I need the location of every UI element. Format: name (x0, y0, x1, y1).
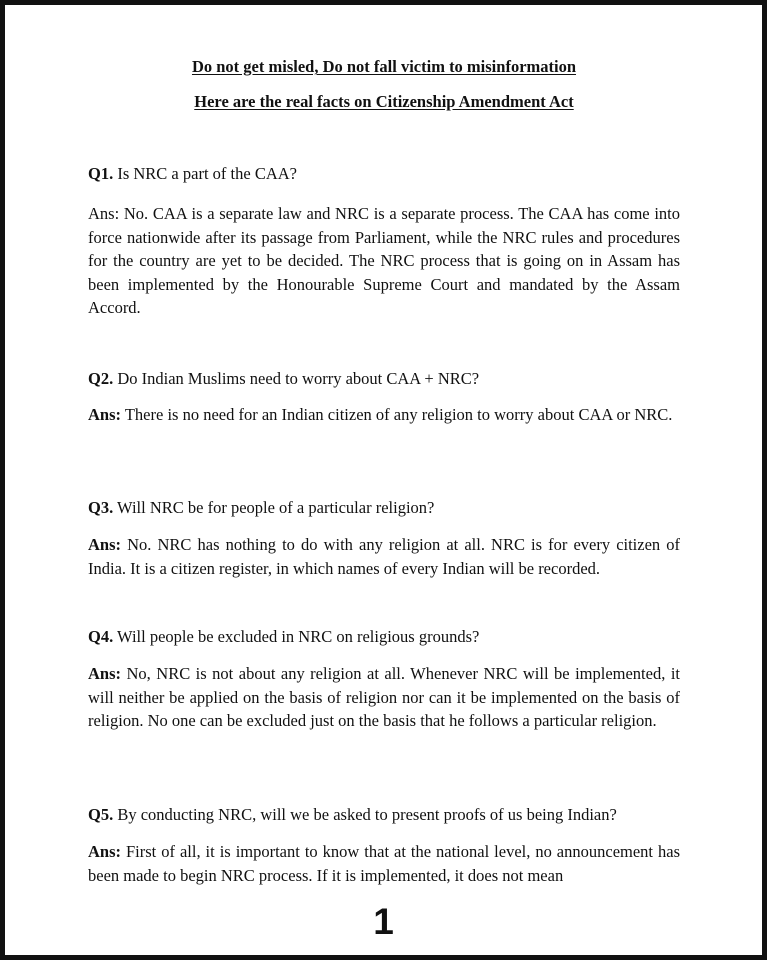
answer-1 (88, 202, 680, 320)
page-number: 1 (373, 901, 394, 942)
answer-3 (88, 533, 680, 580)
answer-2 (88, 403, 680, 427)
heading-real-facts: Here are the real facts on Citizenship Amendment Act (194, 92, 574, 111)
question-5-label: Q5. (88, 805, 114, 824)
answer-2-label: Ans: (88, 405, 122, 424)
question-3 (88, 498, 680, 518)
answer-1-text: No. CAA is a separate law and NRC is a separate process. The CAA has come into force nationwide after its passage from Parliament, while the NRC rules and procedures for the country are yet to be decided. The NRC process that is going on in Assam has been implemented by the Honourable Supreme Court and mandated by the Assam Accord. (88, 204, 680, 317)
answer-1-label: Ans: (88, 204, 120, 223)
answer-4-text: No, NRC is not about any religion at all. Whenever NRC will be implemented, it will neither be applied on the basis of religion nor can it be implemented on the basis of religion. No one can be excluded just on the basis that he follows a particular religion. (88, 664, 680, 730)
answer-5 (88, 840, 680, 887)
question-1-label: Q1. (88, 164, 114, 183)
question-1-text: Is NRC a part of the CAA? (113, 164, 297, 183)
answer-5-label: Ans: (88, 842, 122, 861)
question-3-label: Q3. (88, 498, 114, 517)
answer-2-text: There is no need for an Indian citizen of any religion to worry about CAA or NRC. (121, 405, 673, 424)
question-4-label: Q4. (88, 627, 114, 646)
question-5-text: By conducting NRC, will we be asked to present proofs of us being Indian? (113, 805, 617, 824)
question-2 (88, 369, 680, 389)
question-4-text: Will people be excluded in NRC on religious grounds? (113, 627, 480, 646)
heading-misinformation: Do not get misled, Do not fall victim to misinformation (191, 57, 577, 76)
answer-3-text: No. NRC has nothing to do with any religion at all. NRC is for every citizen of India. It is a citizen register, in which names of every Indian will be recorded. (88, 535, 680, 578)
question-2-label: Q2. (88, 369, 114, 388)
question-4 (88, 627, 680, 647)
answer-3-label: Ans: (88, 535, 122, 554)
question-3-text: Will NRC be for people of a particular religion? (113, 498, 435, 517)
question-2-text: Do Indian Muslims need to worry about CAA + NRC? (113, 369, 480, 388)
answer-4 (88, 662, 680, 733)
answer-4-label: Ans: (88, 664, 122, 683)
question-1 (88, 164, 680, 184)
answer-5-text: First of all, it is important to know that at the national level, no announcement has been made to begin NRC process. If it is implemented, it does not mean (88, 842, 680, 885)
question-5 (88, 805, 680, 825)
